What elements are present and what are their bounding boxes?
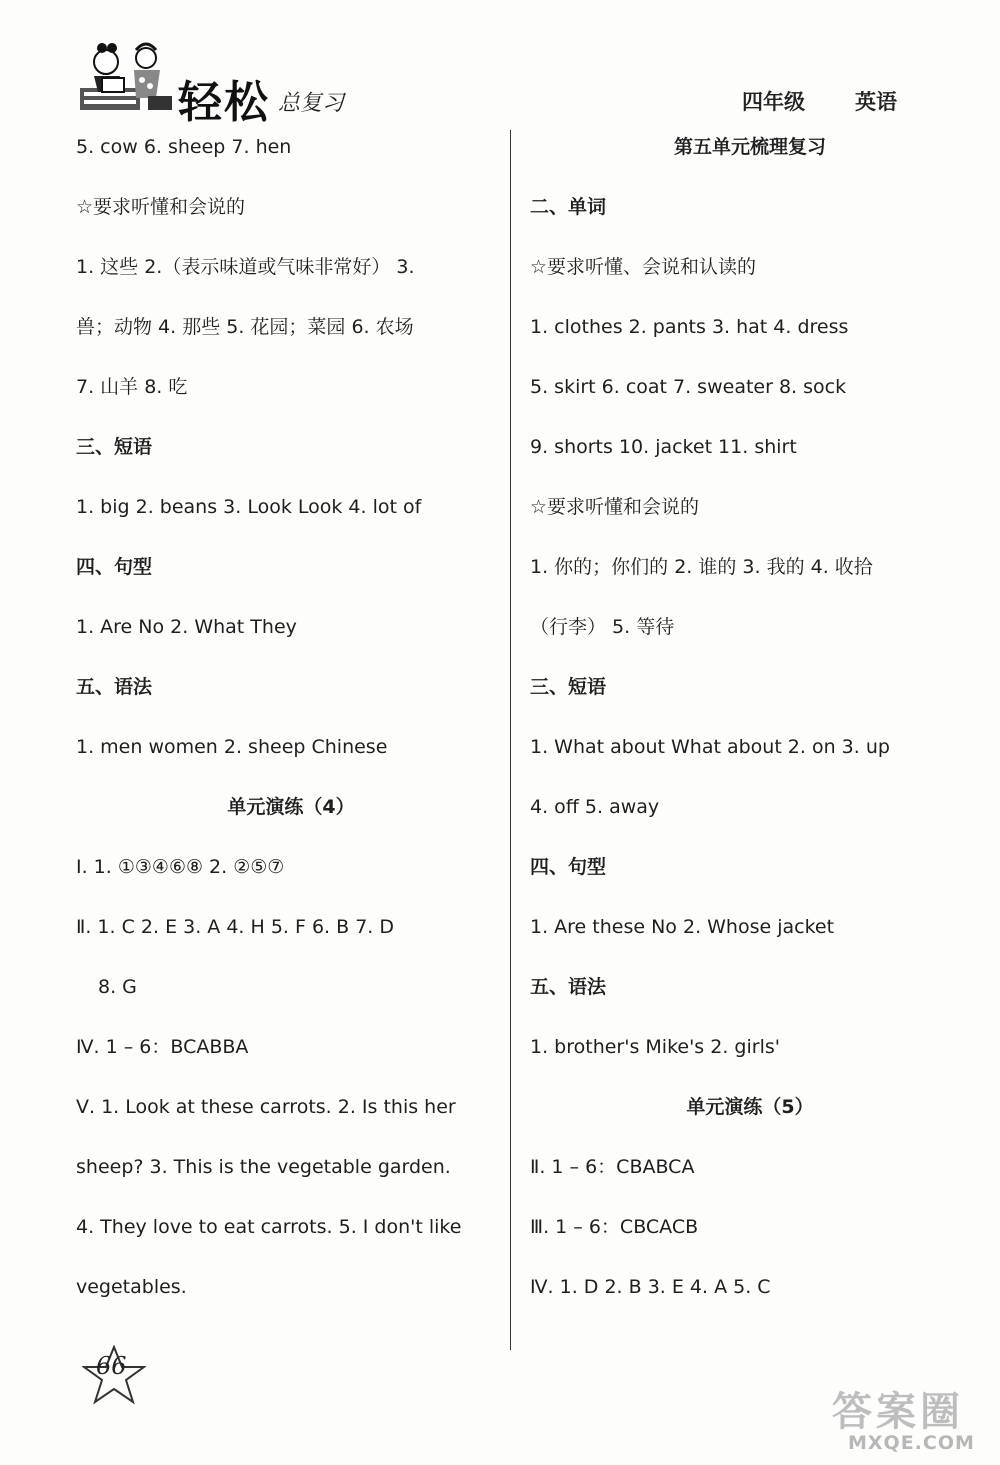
answer-line: 1. men women 2. sheep Chinese xyxy=(76,736,388,758)
answer-line: 1. big 2. beans 3. Look Look 4. lot of xyxy=(76,496,422,518)
section-heading-phrases: 三、短语 xyxy=(530,676,607,698)
answer-line: 1. 这些 2.（表示味道或气味非常好） 3. xyxy=(76,256,415,278)
answer-line: 9. shorts 10. jacket 11. shirt xyxy=(530,436,797,458)
answer-line: sheep? 3. This is the vegetable garden. xyxy=(76,1156,451,1178)
unit-practice-title: 单元演练（5） xyxy=(686,1096,814,1118)
section-heading-grammar: 五、语法 xyxy=(76,676,153,698)
subject-label: 英语 xyxy=(855,89,897,114)
answer-line: Ⅱ. 1 – 6：CBABCA xyxy=(530,1156,695,1178)
answer-line: 7. 山羊 8. 吃 xyxy=(76,376,188,398)
watermark-url: MXQE.COM xyxy=(848,1432,975,1454)
column-divider xyxy=(510,130,511,1350)
unit-review-title: 第五单元梳理复习 xyxy=(673,136,826,158)
section-heading-sentences: 四、句型 xyxy=(76,556,153,578)
answer-line: 5. skirt 6. coat 7. sweater 8. sock xyxy=(530,376,847,398)
page-header xyxy=(0,0,1000,135)
page-number: 66 xyxy=(96,1352,127,1380)
answer-line: vegetables. xyxy=(76,1276,187,1298)
answer-line: 1. brother's Mike's 2. girls' xyxy=(530,1036,780,1058)
grade-label: 四年级 xyxy=(742,89,805,114)
brand-title: 轻松 xyxy=(178,77,270,128)
answer-line: 5. cow 6. sheep 7. hen xyxy=(76,136,292,158)
answer-line: 1. Are these No 2. Whose jacket xyxy=(530,916,835,938)
answer-line: 4. They love to eat carrots. 5. I don't like xyxy=(76,1216,462,1238)
answer-line: Ⅴ. 1. Look at these carrots. 2. Is this her xyxy=(76,1096,456,1118)
left-column xyxy=(76,132,506,1332)
answer-line: 4. off 5. away xyxy=(530,796,660,818)
reading-children-logo-icon xyxy=(76,36,176,116)
section-heading-sentences: 四、句型 xyxy=(530,856,607,878)
answer-line: （行李） 5. 等待 xyxy=(530,616,675,638)
requirement-note: ☆要求听懂和会说的 xyxy=(76,196,246,218)
section-heading-words: 二、单词 xyxy=(530,196,607,218)
answer-line: Ⅳ. 1. D 2. B 3. E 4. A 5. C xyxy=(530,1276,771,1298)
answer-line: Ⅰ. 1. ①③④⑥⑧ 2. ②⑤⑦ xyxy=(76,856,285,878)
answer-line: 兽；动物 4. 那些 5. 花园；菜园 6. 农场 xyxy=(76,316,414,338)
answer-line: 1. 你的；你们的 2. 谁的 3. 我的 4. 收拾 xyxy=(530,556,873,578)
answer-line: Ⅲ. 1 – 6：CBCACB xyxy=(530,1216,699,1238)
requirement-note: ☆要求听懂和会说的 xyxy=(530,496,700,518)
watermark-logo-text: 答案圈 xyxy=(832,1388,964,1435)
requirement-note: ☆要求听懂、会说和认读的 xyxy=(530,256,757,278)
answer-line: 1. Are No 2. What They xyxy=(76,616,297,638)
answer-line: 1. What about What about 2. on 3. up xyxy=(530,736,890,758)
answer-line: 8. G xyxy=(98,976,137,998)
section-heading-grammar: 五、语法 xyxy=(530,976,607,998)
answer-line: 1. clothes 2. pants 3. hat 4. dress xyxy=(530,316,849,338)
brand-subtitle: 总复习 xyxy=(278,91,345,116)
answer-line: Ⅳ. 1 – 6：BCABBA xyxy=(76,1036,249,1058)
section-heading-phrases: 三、短语 xyxy=(76,436,153,458)
unit-practice-title: 单元演练（4） xyxy=(227,796,355,818)
right-column xyxy=(530,132,970,1332)
answer-line: Ⅱ. 1. C 2. E 3. A 4. H 5. F 6. B 7. D xyxy=(76,916,394,938)
